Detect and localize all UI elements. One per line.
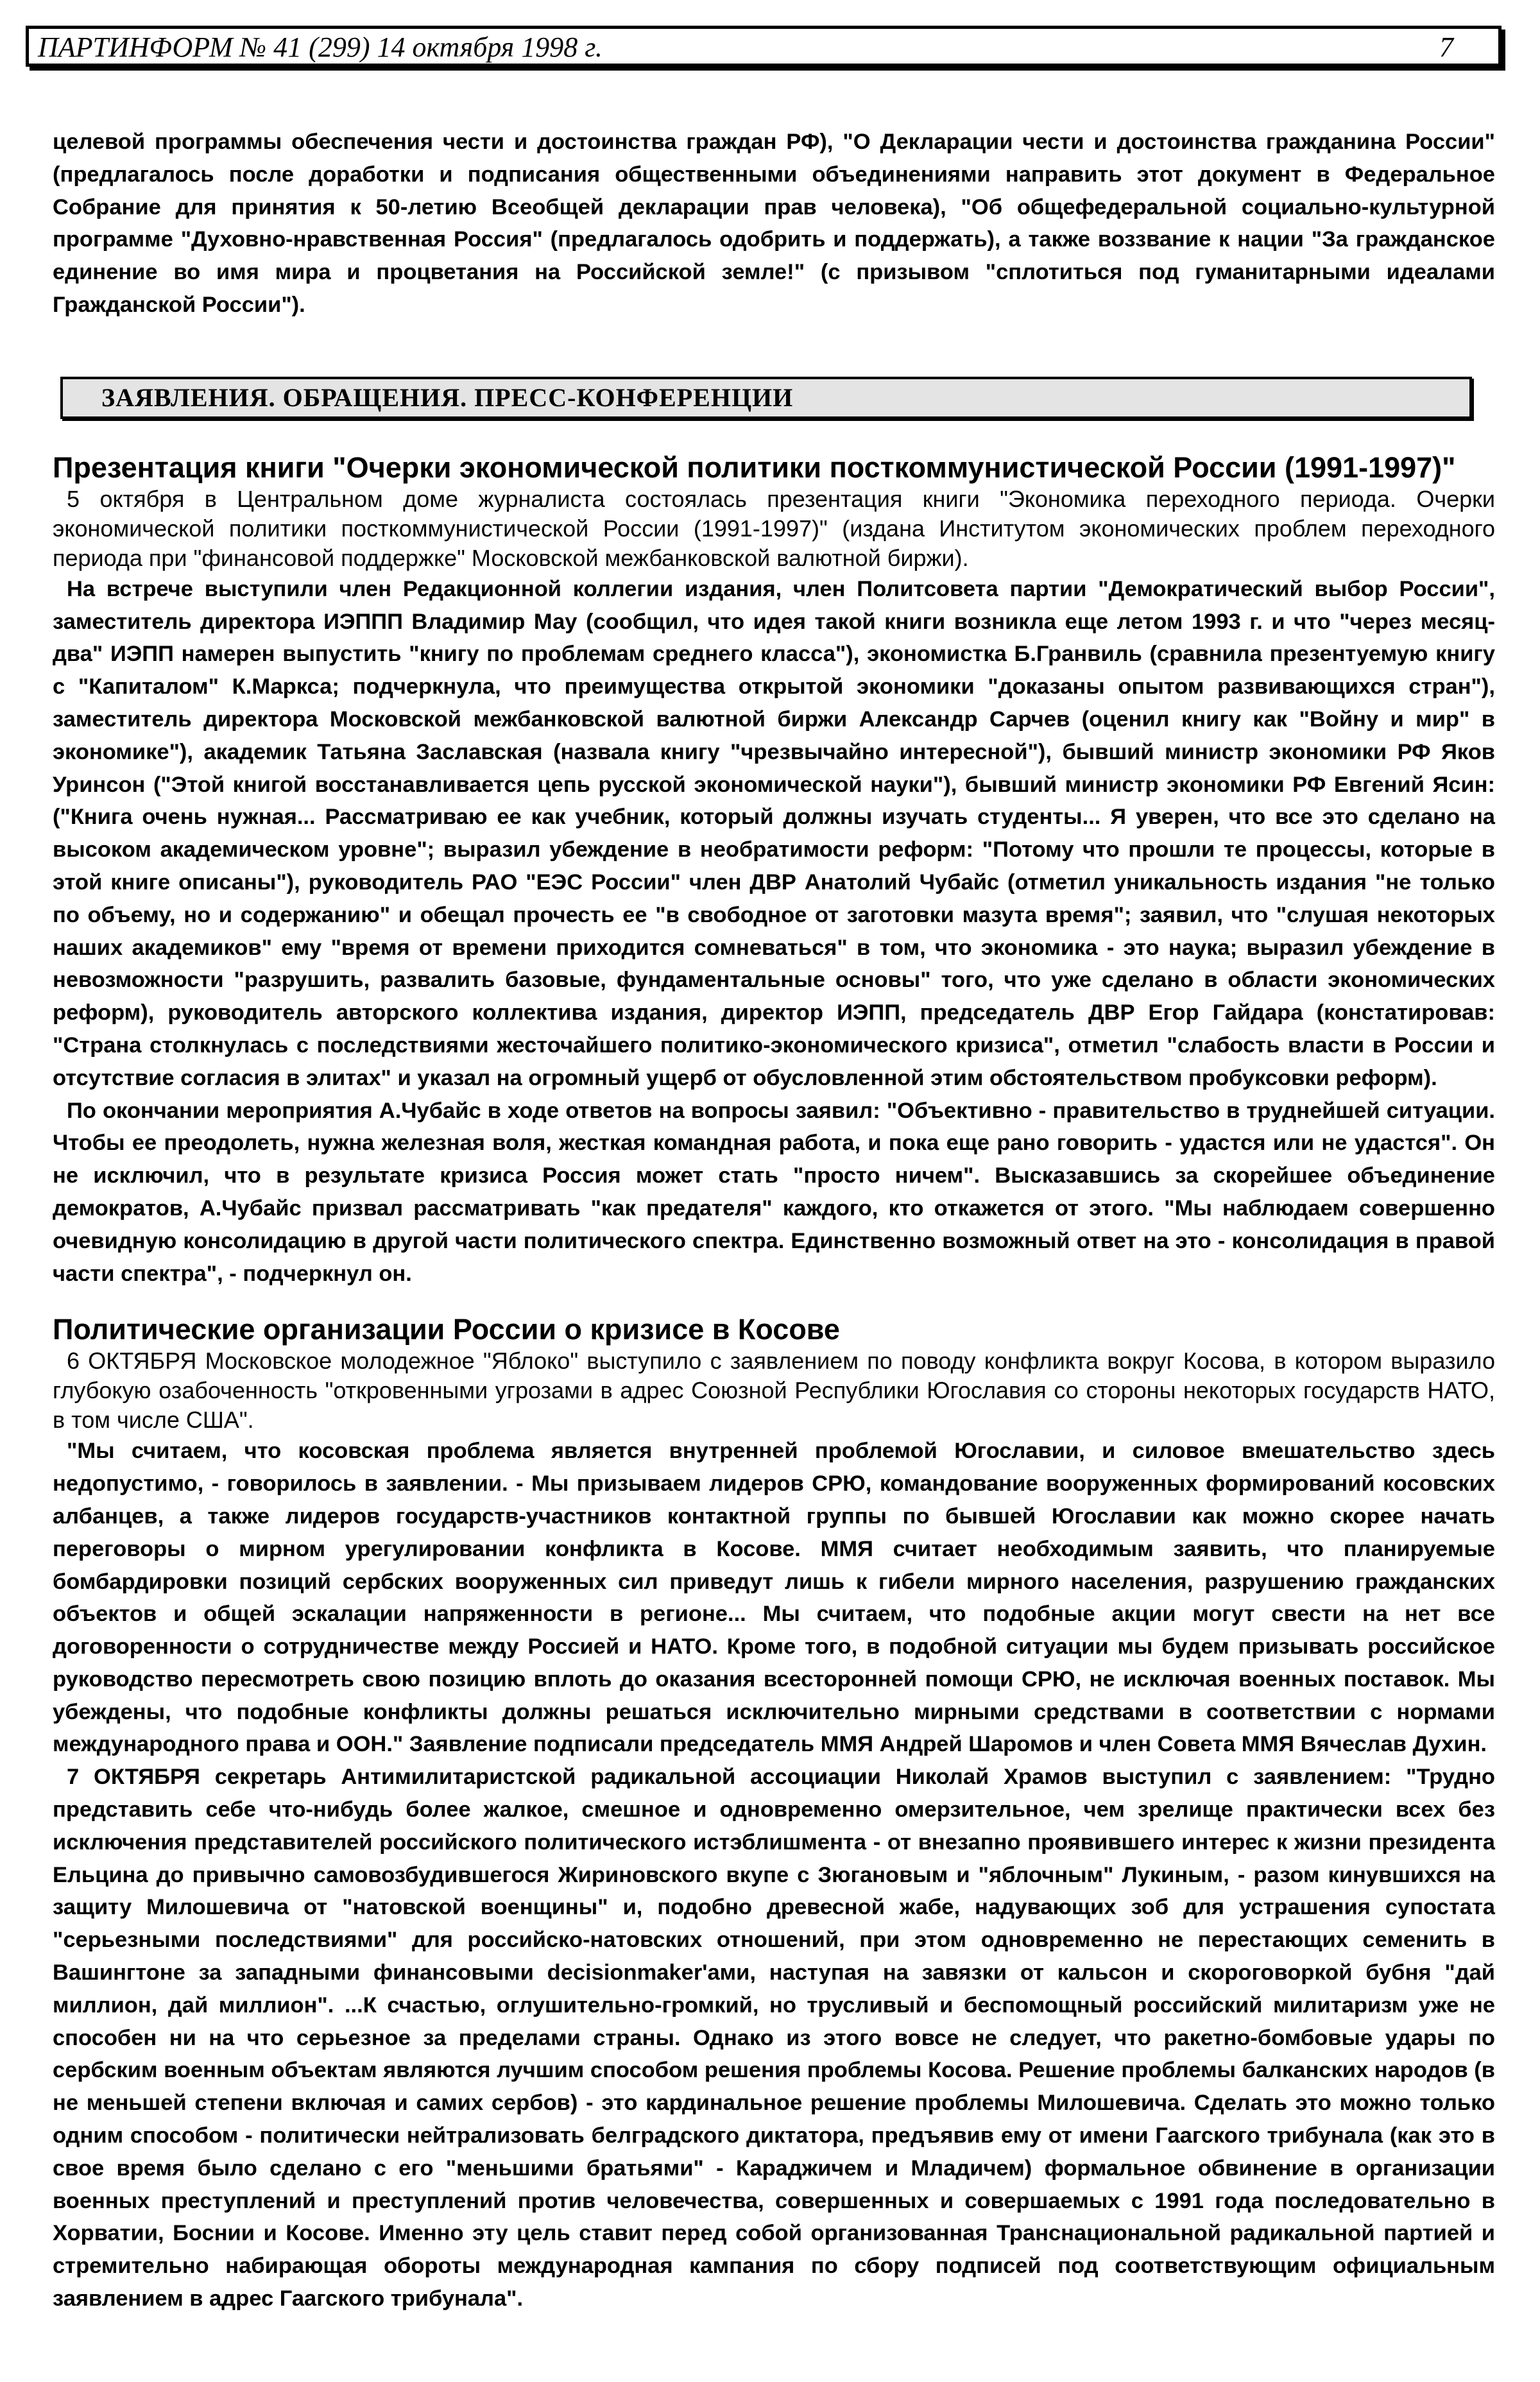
article-paragraph: "Мы считаем, что косовская проблема является внутренней проблемой Югославии, и силовое вмешательство здесь недопустимо, - говорилось в заявлении. - Мы призываем лидеров СРЮ, командование вооруженных формирований косовских албанцев, а также лидеров государств-участников контактной группы по бывшей Югославии как можно скорее начать переговоры о мирном урегулировании конфликта в Косове. ММЯ считает необходимым заявить, что планируемые бомбардировки позиций сербских вооруженных сил приведут лишь к гибели мирного населения, разрушению гражданских объектов и общей эскалации напряженности в регионе... Мы считаем, что подобные акции могут свести на нет все договоренности о сотрудничестве между Россией и НАТО. Кроме того, в подобной ситуации мы будем призывать российское руководство пересмотреть свою позицию вплоть до оказания всесторонней помощи СРЮ, не исключая военных поставок. Мы убеждены, что подобные конфликты должны решаться исключительно мирными средствами в соответствии с нормами международного права и ООН." Заявление подписали председатель ММЯ Андрей Шаромов и член Совета ММЯ Вячеслав Духин. bbox=[53, 1439, 1495, 1757]
section-header bbox=[60, 377, 1472, 419]
page-number: 7 bbox=[1439, 31, 1453, 63]
page-content bbox=[53, 126, 1495, 2315]
article-lead: 5 октября в Центральном доме журналиста состоялась презентация книги "Экономика переходного периода. Очерки экономической политики посткоммунистической России (1991-1997)" (издана Институтом экономических проблем переходного периода при "финансовой поддержке" Московской межбанковской валютной биржи). bbox=[53, 485, 1495, 571]
article-paragraph: На встрече выступили член Редакционной коллегии издания, член Политсовета партии "Демократический выбор России", заместитель директора ИЭППП Владимир Мау (сообщил, что идея такой книги возникла еще летом 1993 г. и что "через месяц-два" ИЭПП намерен выпустить "книгу по проблемам среднего класса"), экономистка Б.Гранвиль (сравнила презентуемую книгу с "Капиталом" К.Маркса; подчеркнула, что преимущества открытой экономики "доказаны опытом развивающихся стран"), заместитель директора Московской межбанковской валютной биржи Александр Сарчев (оценил книгу как "Войну и мир" в экономике"), академик Татьяна Заславская (назвала книгу "чрезвычайно интересной"), бывший министр экономики РФ Яков Уринсон ("Этой книгой восстанавливается цепь русской экономической науки"), бывший министр экономики РФ Евгений Ясин: ("Книга очень нужная... Рассматриваю ее как учебник, который должны изучать студенты... Я уверен, что все это сделано на высоком академическом уровне"; выразил убеждение в необратимости реформ: "Потому что прошли те процессы, которые в этой книге описаны"), руководитель РАО "ЕЭС России" член ДВР Анатолий Чубайс (отметил уникальность издания "не только по объему, но и содержанию" и обещал прочесть ее "в свободное от заготовки мазута время"; заявил, что "слушая некоторых наших академиков" ему "время от времени приходится сомневаться" в том, что экономика - это наука; выразил убеждение в невозможности "разрушить, развалить базовые, фундаментальные основы" того, что уже сделано в области экономических реформ), руководитель авторского коллектива издания, директор ИЭПП, председатель ДВР Егор Гайдара (констатировав: "Страна столкнулась с последствиями жесточайшего политико-экономического кризиса", отметил "слабость власти в России и отсутствие согласия в элитах" и указал на огромный ущерб от обусловленной этим обстоятельством пробуксовки реформ). bbox=[53, 576, 1495, 1090]
intro-paragraph: целевой программы обеспечения чести и достоинства граждан РФ), "О Декларации чести и достоинства гражданина России" (предлагалось после доработки и подписания общественными объединениями направить этот документ в Федеральное Собрание для принятия к 50-летию Всеобщей декларации прав человека), "Об общефедеральной социально-культурной программе "Духовно-нравственная Россия" (предлагалось одобрить и поддержать), а также воззвание к нации "За гражданское единение во имя мира и процветания на Российской земле!" (с призывом "сплотиться под гуманитарными идеалами Гражданской России"). bbox=[53, 130, 1495, 317]
article-lead: 6 ОКТЯБРЯ Московское молодежное "Яблоко" выступило с заявлением по поводу конфликта вокруг Косова, в котором выразило глубокую озабоченность "откровенными угрозами в адрес Союзной Республики Югославия со стороны некоторых государств НАТО, в том числе США". bbox=[53, 1348, 1495, 1434]
publication-title: ПАРТИНФОРМ № 41 (299) 14 октября 1998 г. bbox=[38, 31, 603, 63]
article-headline: Презентация книги "Очерки экономической политики посткоммунистической России (1991-1997)" bbox=[53, 450, 1456, 484]
article-paragraph: По окончании мероприятия А.Чубайс в ходе ответов на вопросы заявил: "Объективно - правительство в труднейшей ситуации. Чтобы ее преодолеть, нужна железная воля, жесткая командная работа, и пока еще рано говорить - удастся или не удастся". Он не исключил, что в результате кризиса Россия может стать "просто ничем". Высказавшись за скорейшее объединение демократов, А.Чубайс призвал рассматривать "как предателя" каждого, кто откажется от этого. "Мы наблюдаем совершенно очевидную консолидацию в другой части политического спектра. Единственно возможный ответ на это - консолидация в правой части спектра", - подчеркнул он. bbox=[53, 1098, 1495, 1286]
article-paragraph: 7 ОКТЯБРЯ секретарь Антимилитаристской радикальной ассоциации Николай Храмов выступил с заявлением: "Трудно представить себе что-нибудь более жалкое, смешное и одновременно омерзительное, чем зрелище практически всех без исключения представителей российского политического истэблишмента - от внезапно проявившего интерес к жизни президента Ельцина до привычно самовозбудившегося Жириновского вкупе с Зюгановым и "яблочным" Лукиным, - разом кинувшихся на защиту Милошевича от "натовской военщины" и, подобно древесной жабе, надувающих зоб для устрашения супостата "серьезными последствиями" для российско-натовских отношений, при этом одновременно не перестающих семенить в Вашингтоне за западными финансовыми decisionmaker'ами, наступая на завязки от кальсон и скороговоркой бубня "дай миллион, дай миллион". ...К счастью, оглушительно-громкий, но трусливый и беспомощный российский милитаризм уже не способен ни на что серьезное за пределами страны. Однако из этого вовсе не следует, что ракетно-бомбовые удары по сербским военным объектам являются лучшим способом решения проблемы Косова. Решение проблемы балканских народов (в не меньшей степени включая и самих сербов) - это кардинальное решение проблемы Милошевича. Сделать это можно только одним способом - политически нейтрализовать белградского диктатора, предъявив ему от имени Гаагского трибунала (как это в свое время было сделано с его "меньшими братьями" - Караджичем и Младичем) формальное обвинение в организации военных преступлений и преступлений против человечества, совершенных и совершаемых с 1991 года последовательно в Хорватии, Боснии и Косове. Именно эту цель ставит перед собой организованная Транснациональной радикальной партией и стремительно набирающая обороты международная кампания по сбору подписей под соответствующим официальным заявлением в адрес Гаагского трибунала". bbox=[53, 1765, 1495, 2311]
section-title: ЗАЯВЛЕНИЯ. ОБРАЩЕНИЯ. ПРЕСС-КОНФЕРЕНЦИИ bbox=[101, 382, 794, 412]
page-header bbox=[26, 26, 1502, 67]
article-headline: Политические организации России о кризисе в Косове bbox=[53, 1313, 840, 1346]
